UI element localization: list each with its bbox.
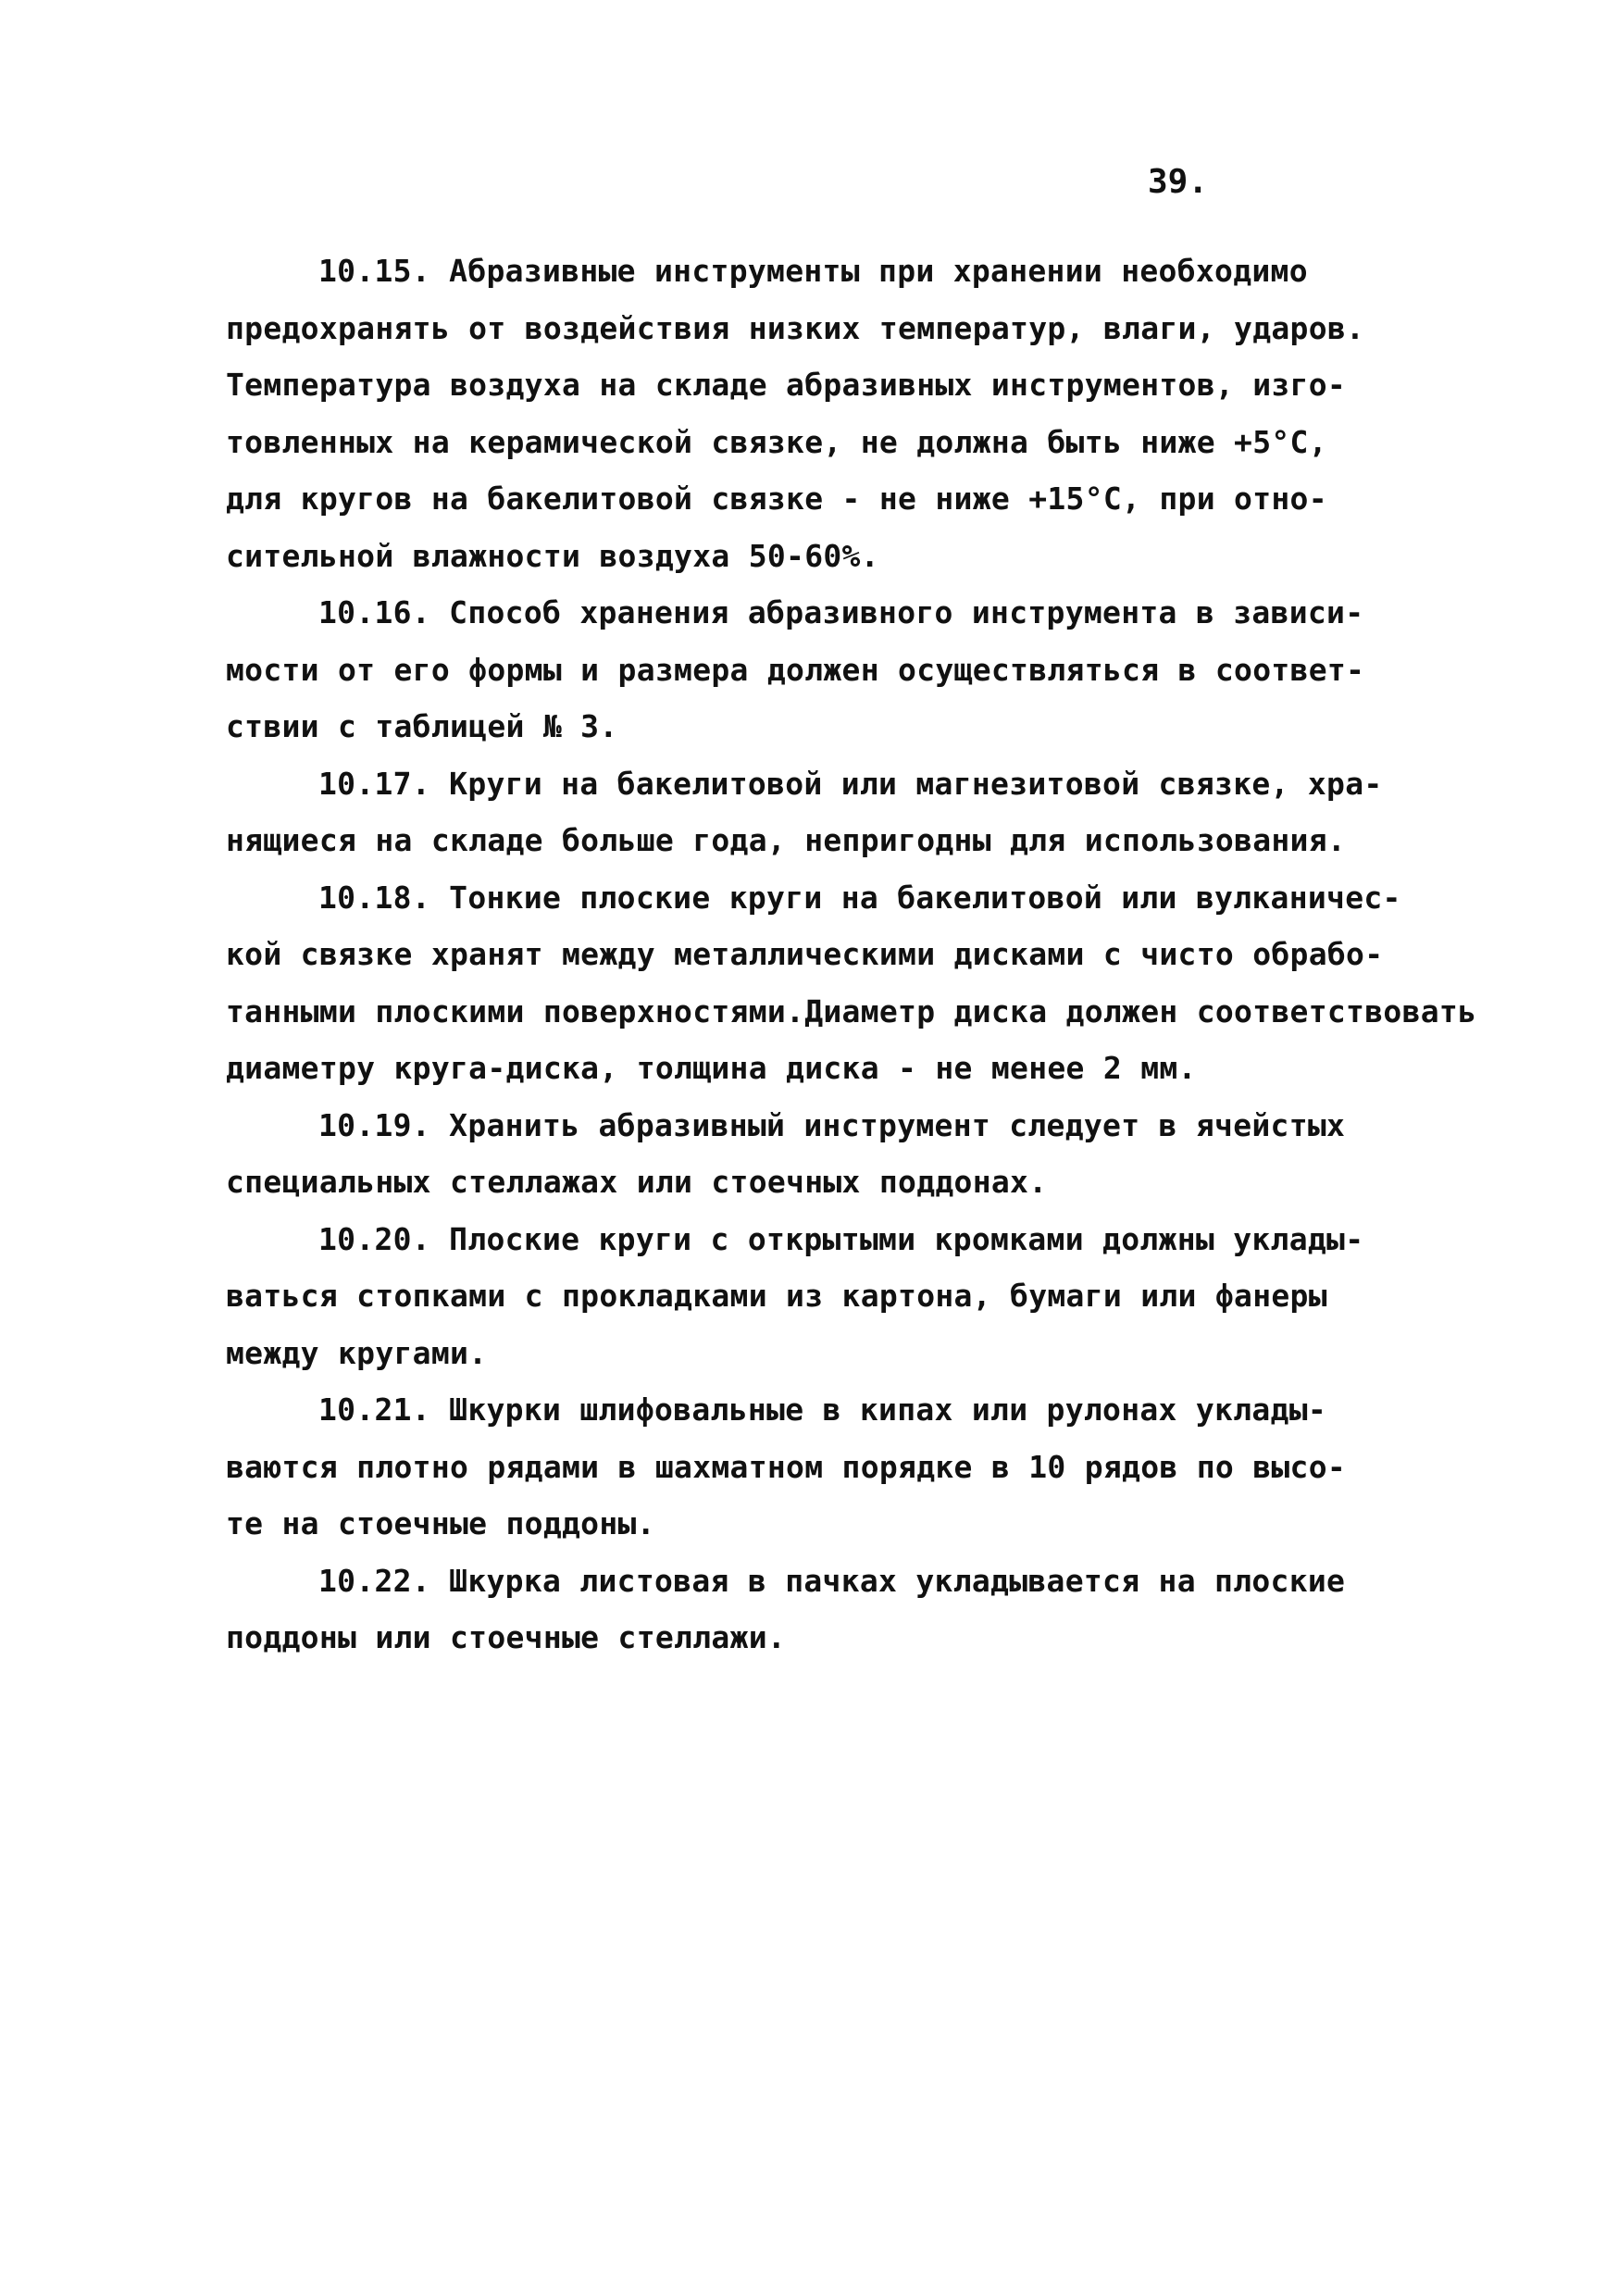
text-line: 10.17. Круги на бакелитовой или магнезитовой связке, хра- bbox=[318, 765, 1383, 802]
text-line: 10.16. Способ хранения абразивного инструмента в зависи- bbox=[318, 594, 1364, 630]
text-line: те на стоечные поддоны. bbox=[226, 1505, 655, 1541]
text-line: 10.20. Плоские круги с открытыми кромками должны уклады- bbox=[318, 1220, 1364, 1257]
text-line: 10.19. Хранить абразивный инструмент следует в ячейстых bbox=[318, 1106, 1346, 1143]
text-line: предохранять от воздействия низких температур, влаги, ударов. bbox=[226, 309, 1365, 346]
text-line: диаметру круга-диска, толщина диска - не менее 2 мм. bbox=[226, 1050, 1197, 1086]
text-line: между кругами. bbox=[226, 1334, 488, 1371]
text-line: специальных стеллажах или стоечных поддонах. bbox=[226, 1164, 1048, 1200]
text-line: поддоны или стоечные стеллажи. bbox=[226, 1619, 787, 1655]
page-number: 39. bbox=[1148, 163, 1209, 201]
text-line: танными плоскими поверхностями.Диаметр диска должен соответствовать bbox=[226, 992, 1477, 1029]
text-line: кой связке хранят между металлическими дисками с чисто обрабо- bbox=[226, 936, 1384, 972]
text-line: 10.22. Шкурка листовая в пачках укладывается на плоские bbox=[318, 1562, 1346, 1599]
text-line: ваются плотно рядами в шахматном порядке в 10 рядов по высо- bbox=[226, 1448, 1347, 1485]
text-line: 10.18. Тонкие плоские круги на бакелитовой или вулканичес- bbox=[318, 879, 1401, 916]
text-line: для кругов на бакелитовой связке - не ниже +15°С, при отно- bbox=[226, 480, 1327, 517]
document-body bbox=[226, 243, 1477, 1666]
text-line: товленных на керамической связке, не должна быть ниже +5°С, bbox=[226, 423, 1327, 460]
text-line: 10.21. Шкурки шлифовальные в кипах или рулонах уклады- bbox=[318, 1391, 1327, 1428]
text-line: сительной влажности воздуха 50-60%. bbox=[226, 537, 879, 574]
text-line: Температура воздуха на складе абразивных инструментов, изго- bbox=[226, 367, 1347, 403]
text-line: мости от его формы и размера должен осуществляться в соответ- bbox=[226, 651, 1365, 688]
text-line: 10.15. Абразивные инструменты при хранении необходимо bbox=[318, 253, 1308, 289]
text-line: ваться стопками с прокладками из картона, бумаги или фанеры bbox=[226, 1278, 1327, 1314]
text-line: нящиеся на складе больше года, непригодны для использования. bbox=[226, 822, 1347, 858]
text-line: ствии с таблицей № 3. bbox=[226, 708, 618, 744]
